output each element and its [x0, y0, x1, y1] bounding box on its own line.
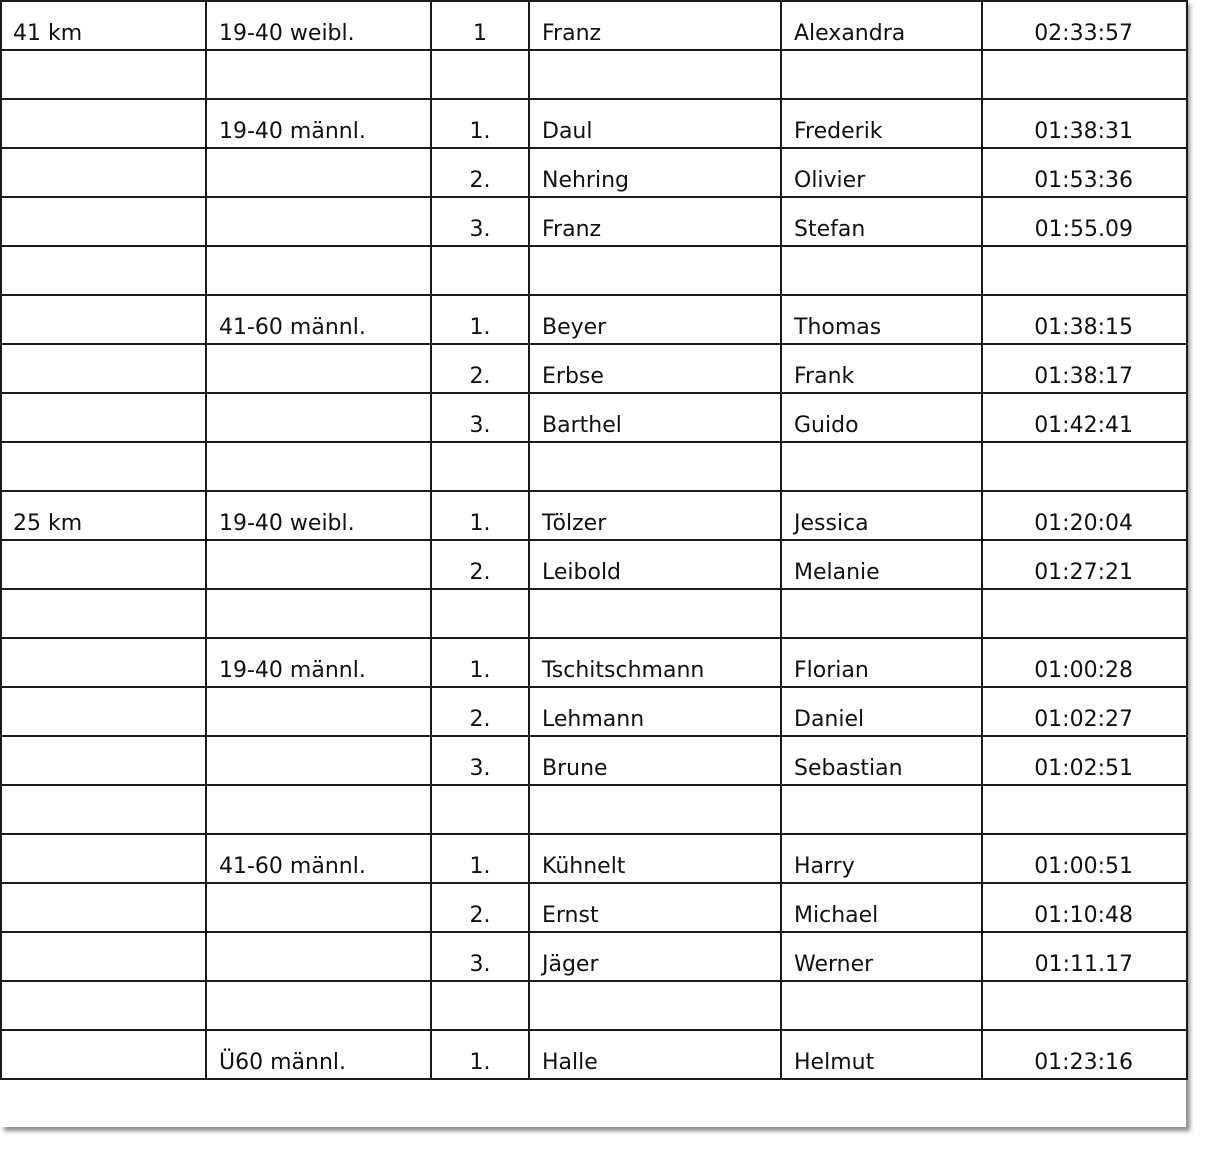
- distance-cell: [1, 99, 206, 148]
- distance-cell-text: [2, 439, 205, 441]
- time-cell: [982, 148, 1187, 197]
- time-cell: [982, 246, 1187, 295]
- category-cell: [206, 295, 431, 344]
- first-name-cell: [781, 1030, 982, 1079]
- table-row: [1, 344, 1187, 393]
- time-cell-text: [983, 1027, 1186, 1029]
- category-cell: [206, 736, 431, 785]
- last-name-cell-text: Nehring: [542, 168, 630, 193]
- first-name-cell: [781, 393, 982, 442]
- last-name-cell: [529, 295, 781, 344]
- last-name-cell: [529, 638, 781, 687]
- category-cell-text: [207, 488, 430, 490]
- category-cell-text: 41-60 männl.: [219, 854, 366, 879]
- place-cell: [431, 442, 529, 491]
- category-cell: [206, 589, 431, 638]
- first-name-cell: [781, 1, 982, 50]
- category-cell-text: [207, 243, 430, 245]
- distance-cell-text: [2, 978, 205, 980]
- distance-cell-text: [2, 488, 205, 490]
- place-cell-text: 1.: [469, 119, 491, 144]
- place-cell-text: [432, 635, 528, 637]
- place-cell: [431, 197, 529, 246]
- first-name-cell: [781, 99, 982, 148]
- category-cell-text: 19-40 weibl.: [219, 21, 355, 46]
- place-cell-text: 1.: [469, 658, 491, 683]
- table-row: [1, 687, 1187, 736]
- place-cell: [431, 540, 529, 589]
- place-cell-text: 2.: [469, 903, 491, 928]
- time-cell: [982, 932, 1187, 981]
- place-cell-text: 1.: [469, 1050, 491, 1075]
- first-name-cell: [781, 344, 982, 393]
- last-name-cell: [529, 981, 781, 1030]
- first-name-cell-text: Frank: [794, 364, 855, 389]
- last-name-cell: [529, 540, 781, 589]
- table-row: [1, 50, 1187, 99]
- place-cell-text: [432, 1027, 528, 1029]
- place-cell: [431, 50, 529, 99]
- last-name-cell: [529, 491, 781, 540]
- time-cell: [982, 687, 1187, 736]
- time-cell: [982, 589, 1187, 638]
- last-name-cell-text: Erbse: [542, 364, 604, 389]
- first-name-cell: [781, 736, 982, 785]
- category-cell-text: 19-40 männl.: [219, 119, 366, 144]
- table-row: [1, 834, 1187, 883]
- first-name-cell: [781, 295, 982, 344]
- distance-cell-text: [2, 96, 205, 98]
- distance-cell: [1, 736, 206, 785]
- table-row: [1, 1, 1187, 50]
- first-name-cell-text: Alexandra: [794, 21, 906, 46]
- first-name-cell: [781, 687, 982, 736]
- time-cell-text: [983, 96, 1186, 98]
- last-name-cell: [529, 687, 781, 736]
- distance-cell-text: [2, 1027, 205, 1029]
- time-cell: [982, 99, 1187, 148]
- first-name-cell: [781, 197, 982, 246]
- distance-cell: [1, 589, 206, 638]
- time-cell: [982, 393, 1187, 442]
- category-cell-text: [207, 733, 430, 735]
- last-name-cell: [529, 99, 781, 148]
- distance-cell: [1, 687, 206, 736]
- first-name-cell: [781, 883, 982, 932]
- category-cell: [206, 442, 431, 491]
- first-name-cell: [781, 785, 982, 834]
- distance-cell-text: [2, 390, 205, 392]
- time-cell: [982, 834, 1187, 883]
- first-name-cell: [781, 638, 982, 687]
- category-cell-text: [207, 978, 430, 980]
- place-cell-text: 2.: [469, 168, 491, 193]
- table-row: [1, 932, 1187, 981]
- first-name-cell: [781, 246, 982, 295]
- distance-cell-text: [2, 635, 205, 637]
- time-cell: [982, 638, 1187, 687]
- distance-cell-text: 41 km: [13, 21, 83, 46]
- distance-cell: [1, 148, 206, 197]
- place-cell-text: 2.: [469, 364, 491, 389]
- category-cell-text: 19-40 weibl.: [219, 511, 355, 536]
- time-cell-text: 01:02:27: [1034, 707, 1133, 732]
- table-row: [1, 736, 1187, 785]
- place-cell-text: 3.: [469, 413, 491, 438]
- distance-cell-text: [2, 831, 205, 833]
- category-cell: [206, 197, 431, 246]
- first-name-cell: [781, 540, 982, 589]
- distance-cell: [1, 1030, 206, 1079]
- time-cell: [982, 981, 1187, 1030]
- last-name-cell-text: [530, 488, 780, 490]
- category-cell-text: [207, 439, 430, 441]
- place-cell-text: [432, 488, 528, 490]
- time-cell-text: 01:42:41: [1034, 413, 1133, 438]
- place-cell: [431, 1030, 529, 1079]
- place-cell: [431, 638, 529, 687]
- time-cell-text: 01:38:31: [1034, 119, 1133, 144]
- distance-cell: [1, 981, 206, 1030]
- table-row: [1, 246, 1187, 295]
- category-cell-text: [207, 292, 430, 294]
- distance-cell: [1, 785, 206, 834]
- category-cell-text: [207, 390, 430, 392]
- first-name-cell-text: Stefan: [794, 217, 866, 242]
- last-name-cell-text: [530, 292, 780, 294]
- time-cell-text: [983, 831, 1186, 833]
- time-cell: [982, 50, 1187, 99]
- first-name-cell: [781, 932, 982, 981]
- distance-cell: [1, 197, 206, 246]
- distance-cell: [1, 491, 206, 540]
- place-cell: [431, 99, 529, 148]
- distance-cell-text: [2, 880, 205, 882]
- place-cell: [431, 736, 529, 785]
- category-cell-text: [207, 1027, 430, 1029]
- time-cell: [982, 1030, 1187, 1079]
- table-row: [1, 295, 1187, 344]
- place-cell: [431, 246, 529, 295]
- category-cell-text: [207, 586, 430, 588]
- place-cell: [431, 589, 529, 638]
- distance-cell-text: [2, 341, 205, 343]
- category-cell: [206, 834, 431, 883]
- table-row: [1, 589, 1187, 638]
- category-cell-text: [207, 96, 430, 98]
- table-row: [1, 442, 1187, 491]
- category-cell: [206, 148, 431, 197]
- table-row: [1, 981, 1187, 1030]
- category-cell-text: [207, 831, 430, 833]
- distance-cell: [1, 344, 206, 393]
- distance-cell: [1, 393, 206, 442]
- category-cell: [206, 785, 431, 834]
- distance-cell-text: [2, 929, 205, 931]
- time-cell-text: 01:55.09: [1034, 217, 1133, 242]
- place-cell-text: 3.: [469, 217, 491, 242]
- last-name-cell: [529, 589, 781, 638]
- distance-cell-text: [2, 586, 205, 588]
- time-cell: [982, 736, 1187, 785]
- first-name-cell: [781, 148, 982, 197]
- place-cell: [431, 883, 529, 932]
- last-name-cell: [529, 50, 781, 99]
- category-cell: [206, 344, 431, 393]
- last-name-cell: [529, 1, 781, 50]
- distance-cell: [1, 834, 206, 883]
- place-cell: [431, 834, 529, 883]
- time-cell-text: 01:11.17: [1034, 952, 1133, 977]
- distance-cell: [1, 295, 206, 344]
- last-name-cell-text: Tschitschmann: [542, 658, 705, 683]
- time-cell: [982, 442, 1187, 491]
- first-name-cell: [781, 491, 982, 540]
- category-cell: [206, 540, 431, 589]
- category-cell: [206, 638, 431, 687]
- distance-cell: [1, 932, 206, 981]
- last-name-cell: [529, 883, 781, 932]
- time-cell: [982, 1, 1187, 50]
- last-name-cell-text: Jäger: [542, 952, 599, 977]
- time-cell-text: 01:00:51: [1034, 854, 1133, 879]
- last-name-cell-text: Tölzer: [542, 511, 607, 536]
- time-cell-text: 01:00:28: [1034, 658, 1133, 683]
- category-cell: [206, 981, 431, 1030]
- last-name-cell-text: Daul: [542, 119, 593, 144]
- distance-cell-text: [2, 145, 205, 147]
- last-name-cell-text: Lehmann: [542, 707, 645, 732]
- time-cell: [982, 540, 1187, 589]
- category-cell: [206, 932, 431, 981]
- place-cell: [431, 981, 529, 1030]
- time-cell-text: 01:38:17: [1034, 364, 1133, 389]
- first-name-cell-text: Frederik: [794, 119, 883, 144]
- place-cell: [431, 687, 529, 736]
- distance-cell-text: [2, 733, 205, 735]
- last-name-cell: [529, 834, 781, 883]
- place-cell: [431, 491, 529, 540]
- first-name-cell: [781, 442, 982, 491]
- distance-cell: [1, 442, 206, 491]
- place-cell-text: [432, 831, 528, 833]
- time-cell-text: 01:20:04: [1034, 511, 1133, 536]
- table-row: [1, 1030, 1187, 1079]
- first-name-cell-text: [782, 292, 981, 294]
- distance-cell: [1, 50, 206, 99]
- time-cell: [982, 344, 1187, 393]
- last-name-cell-text: Halle: [542, 1050, 598, 1075]
- place-cell: [431, 344, 529, 393]
- last-name-cell: [529, 246, 781, 295]
- time-cell: [982, 295, 1187, 344]
- first-name-cell-text: Werner: [794, 952, 874, 977]
- distance-cell: [1, 883, 206, 932]
- time-cell: [982, 197, 1187, 246]
- time-cell-text: 01:53:36: [1034, 168, 1133, 193]
- last-name-cell: [529, 1030, 781, 1079]
- first-name-cell: [781, 50, 982, 99]
- first-name-cell-text: [782, 96, 981, 98]
- time-cell-text: 01:38:15: [1034, 315, 1133, 340]
- first-name-cell-text: Sebastian: [794, 756, 903, 781]
- place-cell-text: 2.: [469, 707, 491, 732]
- last-name-cell: [529, 197, 781, 246]
- place-cell-text: 3.: [469, 756, 491, 781]
- category-cell: [206, 246, 431, 295]
- table-row: [1, 638, 1187, 687]
- time-cell: [982, 785, 1187, 834]
- category-cell-text: [207, 929, 430, 931]
- distance-cell-text: [2, 684, 205, 686]
- last-name-cell: [529, 148, 781, 197]
- time-cell-text: [983, 488, 1186, 490]
- last-name-cell: [529, 932, 781, 981]
- category-cell: [206, 50, 431, 99]
- first-name-cell-text: Melanie: [794, 560, 880, 585]
- first-name-cell-text: [782, 831, 981, 833]
- place-cell-text: [432, 96, 528, 98]
- category-cell: [206, 1, 431, 50]
- distance-cell: [1, 246, 206, 295]
- results-table-body: [1, 1, 1187, 1079]
- last-name-cell: [529, 736, 781, 785]
- place-cell-text: 1.: [469, 315, 491, 340]
- last-name-cell-text: Kühnelt: [542, 854, 626, 879]
- last-name-cell-text: Franz: [542, 217, 602, 242]
- first-name-cell-text: Guido: [794, 413, 859, 438]
- time-cell: [982, 883, 1187, 932]
- place-cell-text: 1: [473, 21, 487, 46]
- table-row: [1, 491, 1187, 540]
- first-name-cell-text: Florian: [794, 658, 869, 683]
- category-cell-text: 19-40 männl.: [219, 658, 366, 683]
- first-name-cell-text: Helmut: [794, 1050, 875, 1075]
- category-cell: [206, 687, 431, 736]
- time-cell-text: [983, 292, 1186, 294]
- category-cell-text: [207, 194, 430, 196]
- time-cell-text: [983, 635, 1186, 637]
- place-cell-text: 1.: [469, 854, 491, 879]
- last-name-cell-text: [530, 1027, 780, 1029]
- first-name-cell-text: [782, 488, 981, 490]
- last-name-cell-text: Beyer: [542, 315, 607, 340]
- distance-cell-text: [2, 194, 205, 196]
- table-row: [1, 99, 1187, 148]
- last-name-cell: [529, 344, 781, 393]
- first-name-cell-text: [782, 635, 981, 637]
- last-name-cell: [529, 442, 781, 491]
- first-name-cell-text: Harry: [794, 854, 855, 879]
- time-cell-text: 02:33:57: [1034, 21, 1133, 46]
- first-name-cell-text: Daniel: [794, 707, 865, 732]
- first-name-cell-text: Michael: [794, 903, 879, 928]
- category-cell: [206, 1030, 431, 1079]
- distance-cell: [1, 1, 206, 50]
- category-cell-text: [207, 635, 430, 637]
- table-row: [1, 148, 1187, 197]
- category-cell-text: 41-60 männl.: [219, 315, 366, 340]
- first-name-cell: [781, 981, 982, 1030]
- last-name-cell-text: Barthel: [542, 413, 622, 438]
- last-name-cell-text: Brune: [542, 756, 608, 781]
- time-cell-text: 01:10:48: [1034, 903, 1133, 928]
- table-row: [1, 883, 1187, 932]
- place-cell: [431, 393, 529, 442]
- distance-cell-text: [2, 1076, 205, 1078]
- last-name-cell: [529, 393, 781, 442]
- category-cell-text: Ü60 männl.: [219, 1050, 346, 1075]
- place-cell-text: 3.: [469, 952, 491, 977]
- category-cell: [206, 99, 431, 148]
- table-row: [1, 393, 1187, 442]
- place-cell-text: 1.: [469, 511, 491, 536]
- distance-cell-text: [2, 782, 205, 784]
- time-cell: [982, 491, 1187, 540]
- distance-cell: [1, 638, 206, 687]
- place-cell: [431, 1, 529, 50]
- place-cell: [431, 932, 529, 981]
- distance-cell-text: 25 km: [13, 511, 83, 536]
- place-cell-text: [432, 292, 528, 294]
- first-name-cell-text: Olivier: [794, 168, 866, 193]
- table-row: [1, 540, 1187, 589]
- first-name-cell-text: Thomas: [794, 315, 882, 340]
- last-name-cell: [529, 785, 781, 834]
- last-name-cell-text: Franz: [542, 21, 602, 46]
- distance-cell: [1, 540, 206, 589]
- distance-cell-text: [2, 292, 205, 294]
- last-name-cell-text: [530, 635, 780, 637]
- table-row: [1, 785, 1187, 834]
- last-name-cell-text: Leibold: [542, 560, 622, 585]
- distance-cell-text: [2, 243, 205, 245]
- first-name-cell-text: Jessica: [794, 511, 869, 536]
- time-cell-text: 01:23:16: [1034, 1050, 1133, 1075]
- first-name-cell: [781, 589, 982, 638]
- place-cell: [431, 785, 529, 834]
- place-cell: [431, 148, 529, 197]
- place-cell: [431, 295, 529, 344]
- last-name-cell-text: [530, 831, 780, 833]
- time-cell-text: 01:02:51: [1034, 756, 1133, 781]
- first-name-cell: [781, 834, 982, 883]
- category-cell: [206, 491, 431, 540]
- last-name-cell-text: [530, 96, 780, 98]
- category-cell: [206, 393, 431, 442]
- table-row: [1, 197, 1187, 246]
- category-cell-text: [207, 782, 430, 784]
- first-name-cell-text: [782, 1027, 981, 1029]
- place-cell-text: 2.: [469, 560, 491, 585]
- time-cell-text: 01:27:21: [1034, 560, 1133, 585]
- last-name-cell-text: Ernst: [542, 903, 599, 928]
- category-cell: [206, 883, 431, 932]
